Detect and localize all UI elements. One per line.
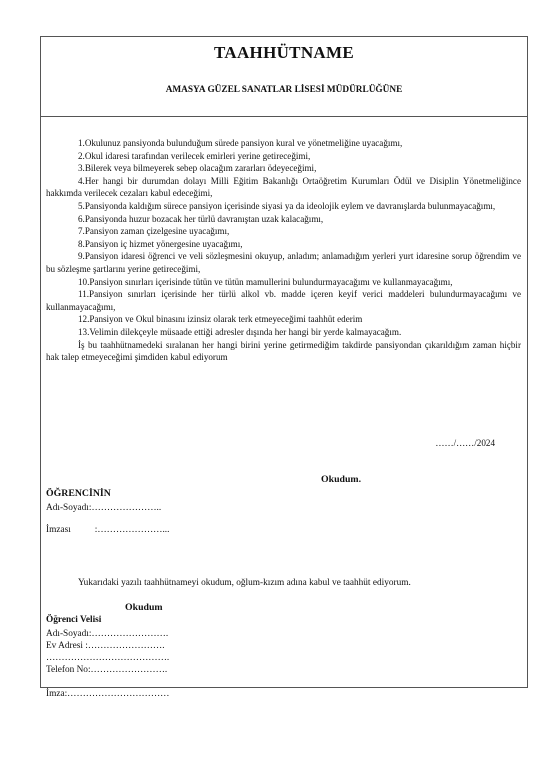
parent-signature-field: İmza:…………………………… (46, 689, 170, 699)
commitment-list (46, 137, 521, 364)
date-field: ……/……/2024 (435, 438, 495, 448)
parent-read-label: Okudum (125, 602, 163, 613)
student-heading: ÖĞRENCİNİN (46, 488, 111, 499)
document-title: TAAHHÜTNAME (214, 43, 354, 62)
commitment-item: 9.Pansiyon idaresi öğrenci ve veli sözleşmesini okuyup, anladım; anlamadığım yerleri yurt idaresine sorup öğrendim ve bu sözleşme şartlarını yerine getireceğimi, (46, 251, 521, 274)
student-read-label: Okudum. (321, 474, 362, 485)
commitment-item: 1.Okulunuz pansiyonda bulunduğum sürede pansiyon kural ve yönetmeliğine uyacağımı, (78, 138, 403, 148)
commitment-item: 10.Pansiyon sınırları içerisinde tütün ve tütün mamullerini bulundurmayacağımı ve kullanmayacağımı, (78, 276, 453, 287)
student-name-field: Adı-Soyadı:………………….. (46, 503, 162, 513)
student-signature-label: İmzası (46, 525, 71, 535)
student-signature-field (46, 525, 169, 535)
closing-statement: İş bu taahhütnamedeki sıralanan her hangi birini yerine getirmediğim takdirde pansiyondan çıkarıldığım zaman hiçbir hak talep etmeyeceğimi şimdiden kabul ediyorum (46, 339, 521, 363)
commitment-item: 13.Velimin dilekçeyle müsaade ettiği adresler dışında her hangi bir yerde kalmayacağım. (78, 326, 402, 337)
document-header (41, 37, 527, 117)
commitment-item: 8.Pansiyon iç hizmet yönergesine uyacağımı, (78, 238, 243, 249)
commitment-item: 3.Bilerek veya bilmeyerek sebep olacağım zararları ödeyeceğimi, (78, 163, 317, 174)
addressee-line: AMASYA GÜZEL SANATLAR LİSESİ MÜDÜRLÜĞÜNE (165, 85, 403, 95)
parent-statement: Yukarıdaki yazılı taahhütnameyi okudum, oğlum-kızım adına kabul ve taahhüt ediyorum. (78, 578, 411, 588)
parent-phone-field: Telefon No:……………………. (46, 665, 168, 675)
parent-address-field: Ev Adresi :……………………. (46, 641, 165, 651)
document-frame (40, 36, 528, 699)
parent-heading: Öğrenci Velisi (46, 615, 102, 625)
parent-name-field: Adı-Soyadı:……………………. (46, 629, 169, 639)
student-signature-dots: :…………………... (94, 525, 170, 535)
commitment-item: 5.Pansiyonda kaldığım sürece pansiyon içerisinde siyasi ya da ideolojik eylem ve davranışlarda bulunmayacağımı, (78, 200, 496, 211)
commitment-item: 12.Pansiyon ve Okul binasını izinsiz olarak terk etmeyeceğimi taahhüt ederim (78, 314, 363, 325)
commitment-item: 2.Okul idaresi tarafından verilecek emirleri yerine getireceğimi, (78, 150, 311, 161)
commitment-item: 11.Pansiyon sınırları içerisinde her türlü alkol vb. madde içeren keyif verici maddeleri bulundurmayacağımı ve kullanmayacağımı, (46, 289, 521, 312)
commitment-item: 7.Pansiyon zaman çizelgesine uyacağımı, (78, 226, 230, 237)
commitment-item: 4.Her hangi bir durumdan dolayı Milli Eğitim Bakanlığı Ortaöğretim Kurumları Ödül ve Disiplin Yönetmeliğince hakkımda verilecek cezaları kabul edeceğimi, (46, 175, 521, 199)
parent-address-line2: …………………………………. (46, 653, 170, 663)
commitment-item: 6.Pansiyonda huzur bozacak her türlü davranıştan uzak kalacağımı, (78, 213, 324, 224)
